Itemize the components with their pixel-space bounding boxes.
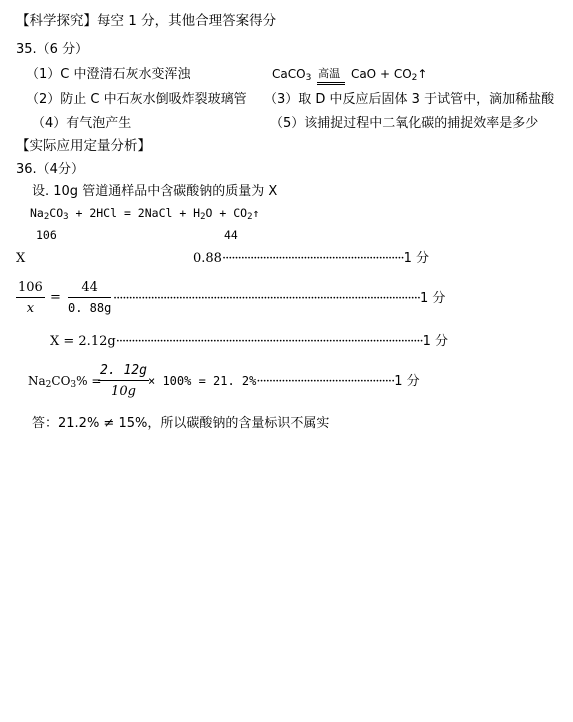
percentage-result: × 100% = 21. 2% <box>148 374 257 388</box>
proportion-dot-line <box>113 292 445 305</box>
section-header-application <box>16 140 151 154</box>
molar-mass-44: 44 <box>224 228 238 242</box>
value-088-line <box>193 252 429 265</box>
result-line <box>50 335 448 348</box>
bracket-open: 【 <box>16 13 30 29</box>
answer-35-2: （2）防止 C 中石灰水倒吸炸裂玻璃管 <box>26 92 247 107</box>
dot-leader: ·························································· <box>221 251 404 266</box>
fraction-212-over-10: 2. 12g 10g <box>100 363 147 399</box>
score-2: 1 分 <box>419 291 446 306</box>
section-title: 科学探究 <box>29 13 84 29</box>
eq-left-sub: 3 <box>305 73 312 83</box>
dot-leader: ············································ <box>256 374 395 389</box>
score-3: 1 分 <box>422 334 449 349</box>
percentage-label: $Na_2CO_3\%$ = <box>28 374 102 390</box>
molar-mass-106: 106 <box>36 228 57 242</box>
gas-arrow-icon: ↑ <box>252 206 260 220</box>
dot-leader: ·································································································· <box>115 334 423 349</box>
answer-35-5: （5）该捕捉过程中二氧化碳的捕捉效率是多少 <box>270 116 539 131</box>
eq-right-sub: 2 <box>411 73 418 83</box>
question-36-label: 36.（4分） <box>16 162 84 177</box>
answer-35-4: （4）有气泡产生 <box>32 116 132 131</box>
reaction-equation: $Na_2CO_3 + 2HCl$ = 2NaCl + $H_2O$ + $CO_2↑$ <box>30 206 260 222</box>
score-4: 1 分 <box>394 374 420 389</box>
bracket-close: 】 <box>137 138 151 154</box>
answer-35-1: （1）C 中澄清石灰水变浑浊 <box>26 67 191 82</box>
eq-left: CaCO <box>272 67 306 81</box>
equation-caco3-decomposition <box>272 67 428 83</box>
bracket-close: 】 <box>83 13 97 29</box>
assumption-statement: 设. 10g 管道通样品中含碳酸钠的质量为 X <box>32 184 278 199</box>
result-x: X = 2.12g <box>50 334 116 349</box>
gas-arrow-icon: ↑ <box>417 67 428 81</box>
answer-35-3: （3）取 D 中反应后固体 3 于试管中，滴加稀盐酸 <box>264 92 555 107</box>
fraction-106-over-x: 106 x <box>18 280 43 316</box>
fraction-44-over-088: 44 0. 88g <box>68 280 112 315</box>
bracket-open: 【 <box>16 138 30 154</box>
eq-right: CaO + CO <box>350 67 412 81</box>
section-header-science <box>16 15 276 29</box>
value-088: 0.88 <box>193 251 222 266</box>
equals-sign: = <box>50 290 61 305</box>
final-answer: 答：21.2% ≠ 15%，所以碳酸钠的含量标识不属实 <box>32 416 330 431</box>
eq-condition: 高温 <box>318 67 341 80</box>
scoring-note: 每空 1 分，其他合理答案得分 <box>97 13 277 29</box>
question-35-label: 35.（6 分） <box>16 42 89 57</box>
section-title: 实际应用定量分析 <box>29 138 138 154</box>
unknown-x: X <box>16 251 26 266</box>
dot-leader: ·································································································· <box>113 291 420 306</box>
percentage-result-line <box>148 375 420 388</box>
score-1: 1 分 <box>403 251 430 266</box>
